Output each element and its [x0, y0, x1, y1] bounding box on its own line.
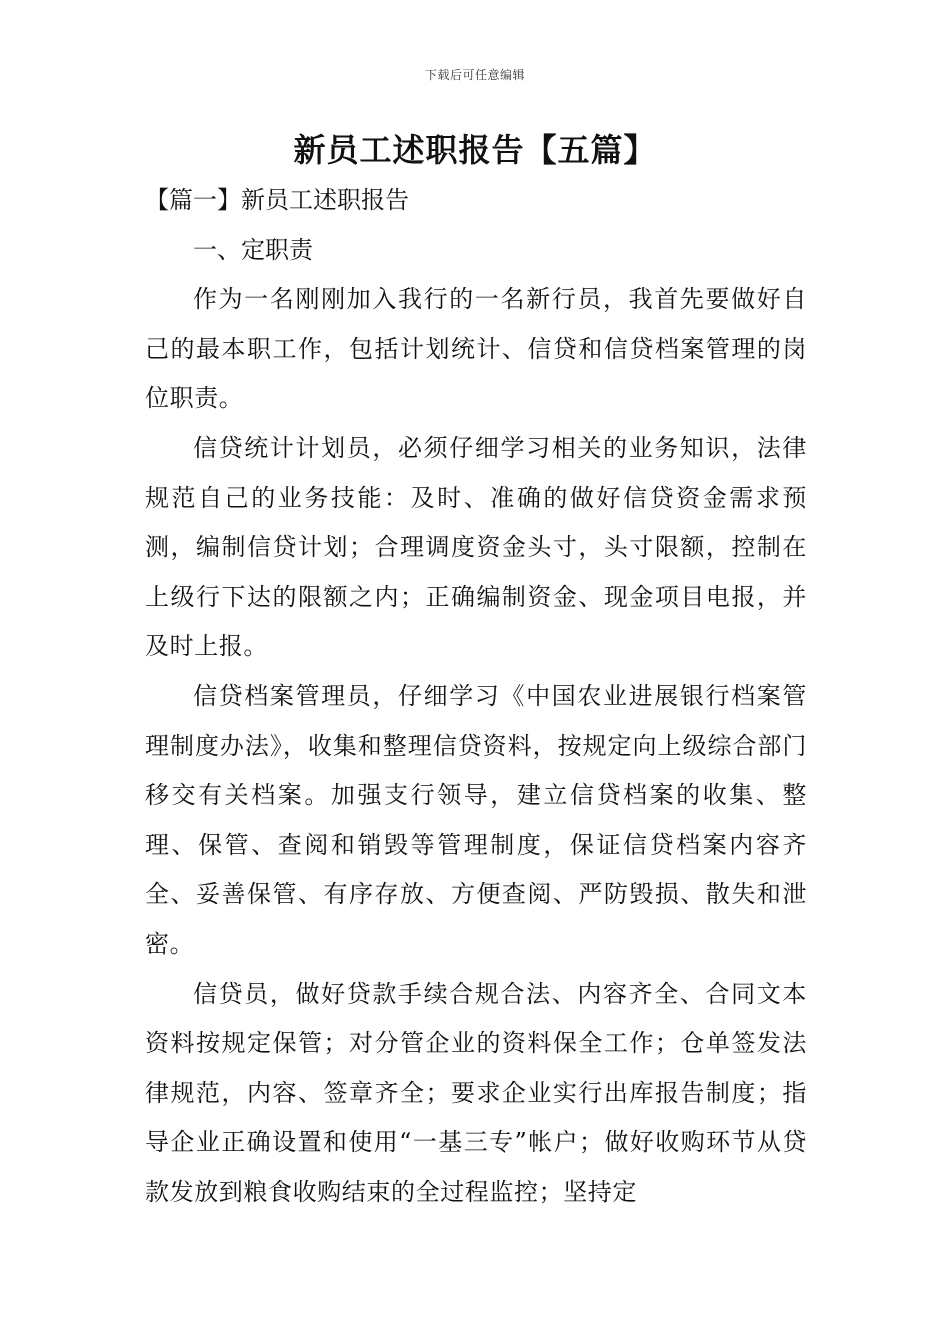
document-title: 新员工述职报告【五篇】	[293, 131, 657, 169]
paragraph-loan-officer: 信贷员，做好贷款手续合规合法、内容齐全、合同文本资料按规定保管；对分管企业的资料保全工作；仓单签发法律规范，内容、签章齐全；要求企业实行出库报告制度；指导企业正确设置和使用“一基三专”帐户；做好收购环节从贷款发放到粮食收购结束的全过程监控；坚持定	[145, 979, 807, 1206]
section-heading: 【篇一】新员工述职报告	[145, 186, 409, 214]
header-note: 下载后可任意编辑	[424, 68, 525, 82]
paragraph-statistics-planner: 信贷统计计划员，必须仔细学习相关的业务知识，法律规范自己的业务技能：及时、准确的做好信贷资金需求预测，编制信贷计划；合理调度资金头寸，头寸限额，控制在上级行下达的限额之内；正确编制资金、现金项目电报，并及时上报。	[145, 433, 807, 661]
sub-heading: 一、定职责	[193, 235, 313, 264]
paragraph-archive-manager: 信贷档案管理员，仔细学习《中国农业进展银行档案管理制度办法》，收集和整理信贷资料，按规定向上级综合部门移交有关档案。加强支行领导，建立信贷档案的收集、整理、保管、查阅和销毁等管理制度，保证信贷档案内容齐全、妥善保管、有序存放、方便查阅、严防毁损、散失和泄密。	[145, 681, 807, 958]
document-body	[145, 176, 807, 1217]
paragraph-duty-intro: 作为一名刚刚加入我行的一名新行员，我首先要做好自己的最本职工作，包括计划统计、信贷和信贷档案管理的岗位职责。	[145, 285, 807, 413]
